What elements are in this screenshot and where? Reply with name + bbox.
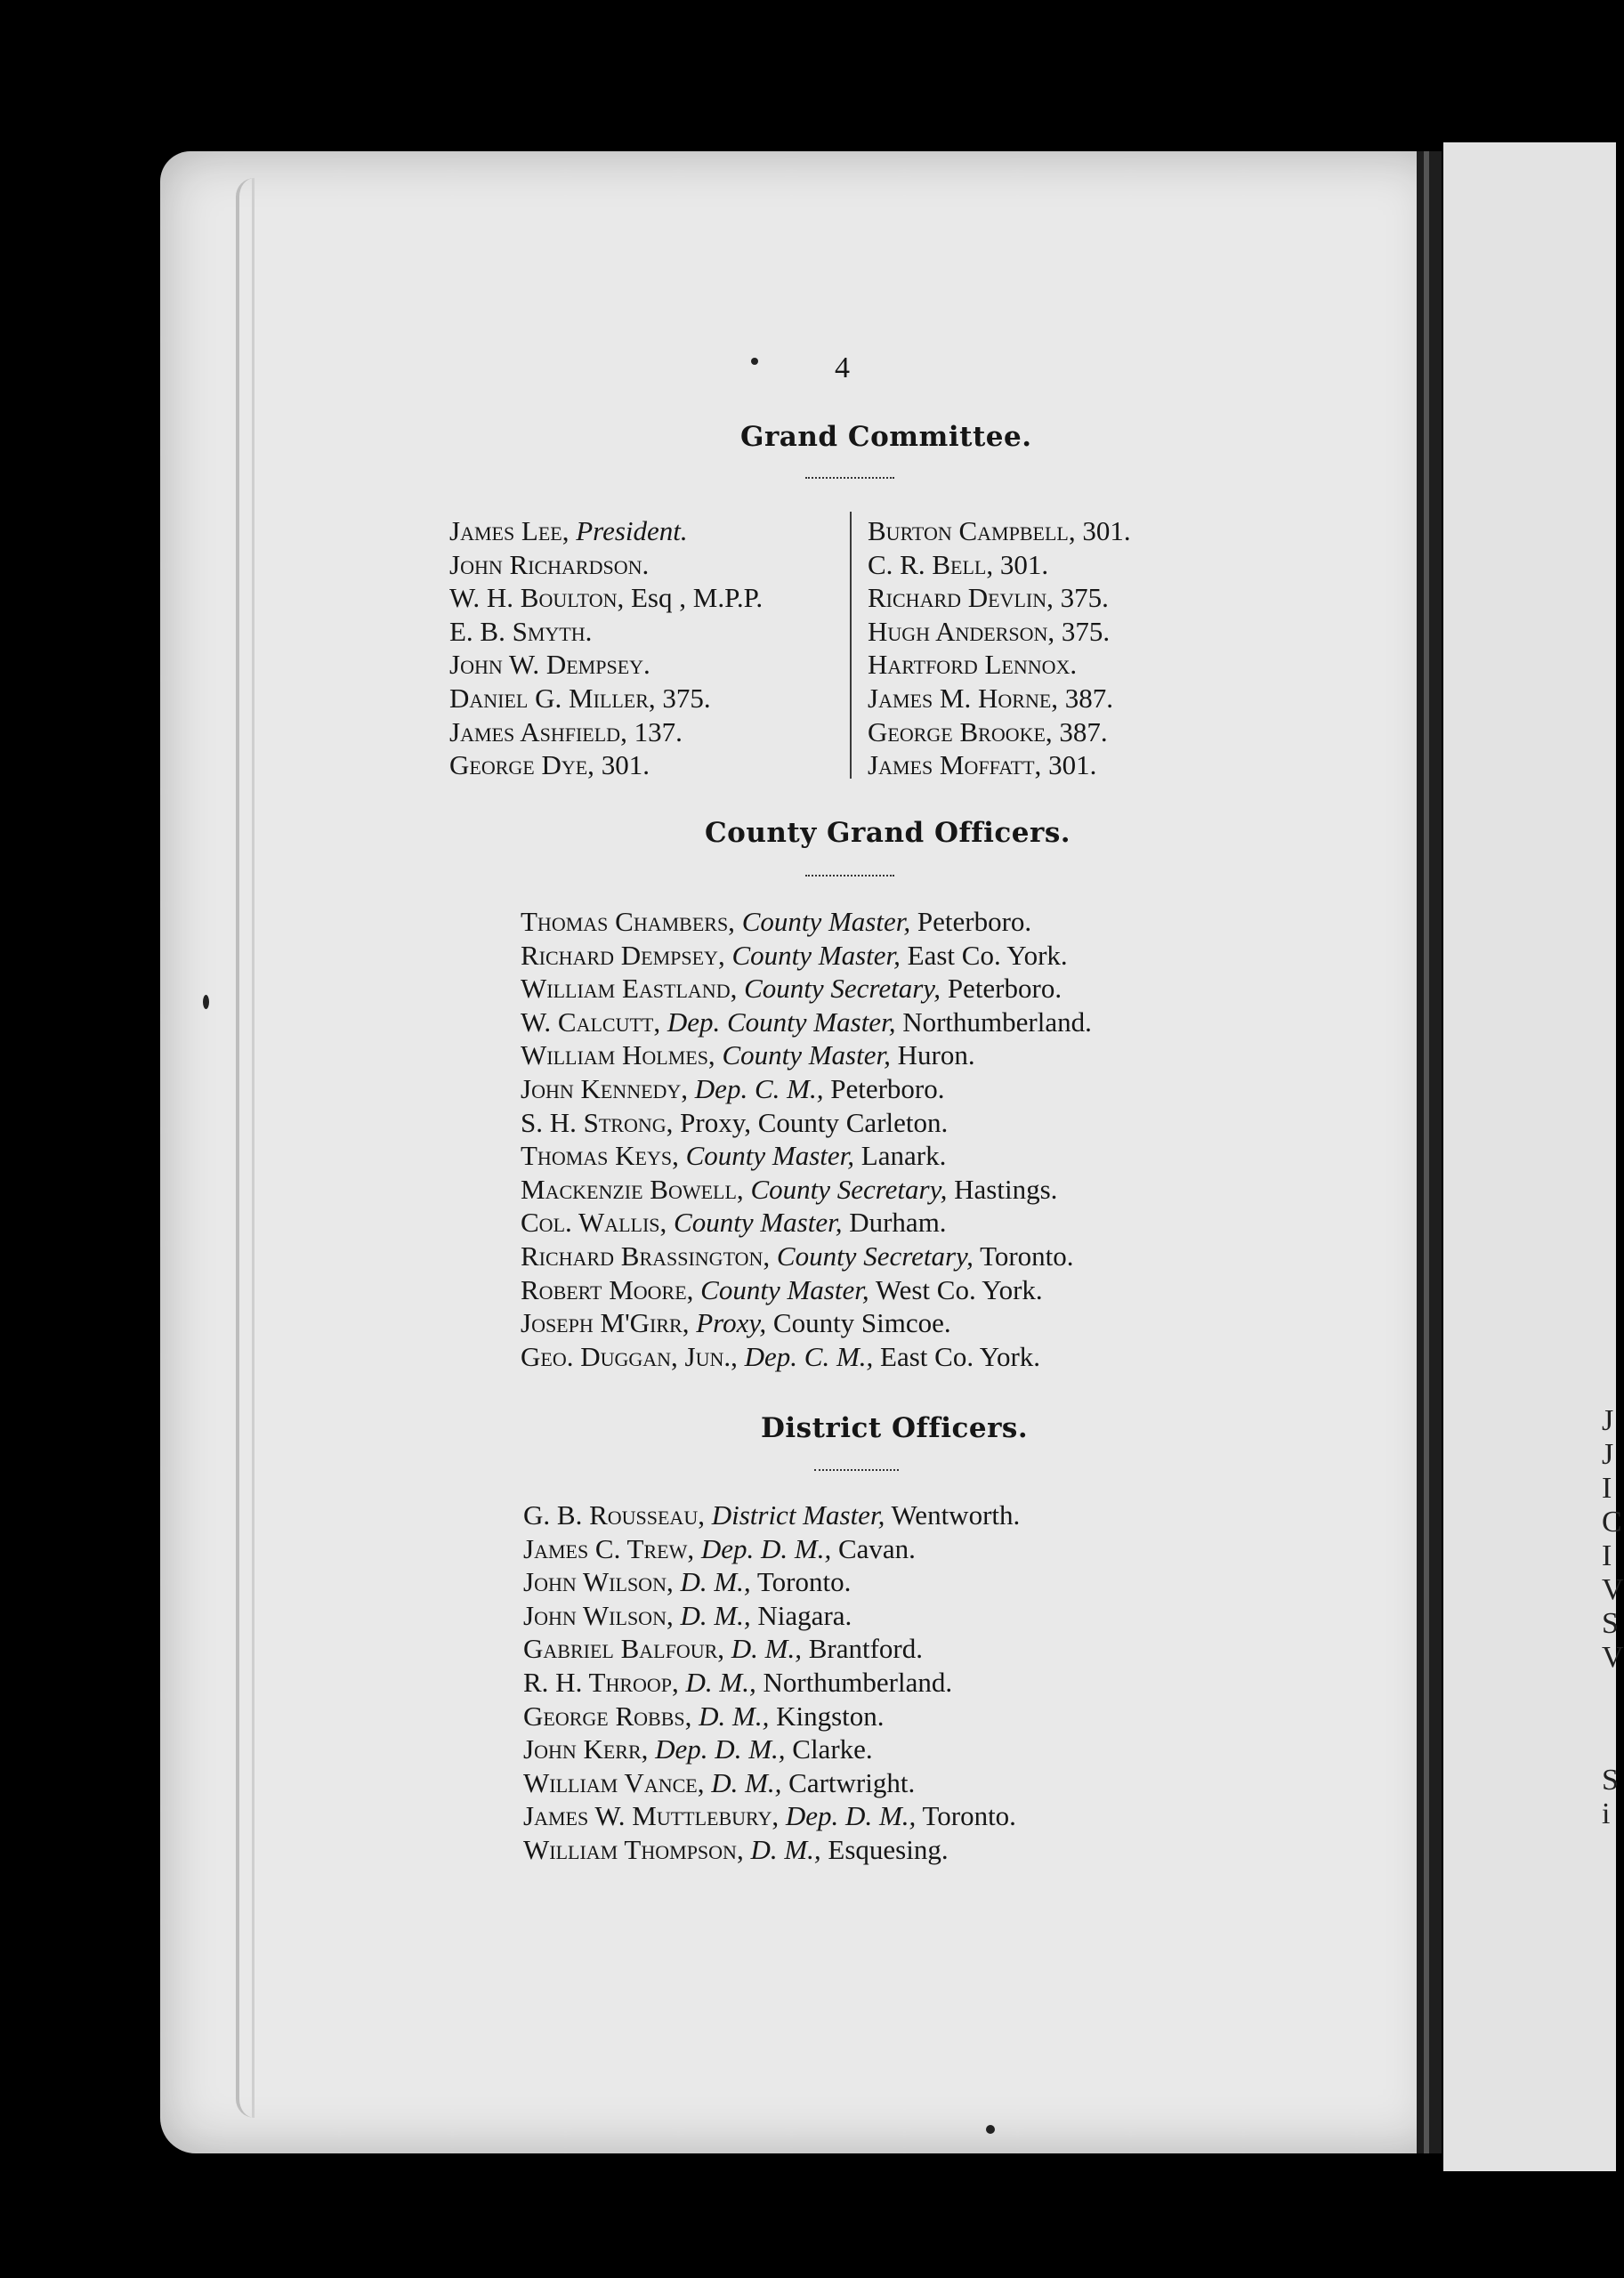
entry-text: County Secretary, bbox=[750, 1173, 948, 1205]
entry-text: Peterboro. bbox=[947, 973, 1062, 1005]
entry-text: John Kerr, bbox=[523, 1733, 649, 1765]
entry-text: Cartwright. bbox=[788, 1766, 916, 1798]
officer-entry bbox=[521, 1139, 1092, 1173]
entry-text: Mackenzie Bowell, bbox=[521, 1173, 744, 1205]
officer-entry bbox=[523, 1833, 1020, 1867]
entry-text: Clarke. bbox=[792, 1733, 873, 1765]
entry-text: John W. Dempsey. bbox=[449, 649, 650, 681]
entry-text: 301. bbox=[601, 749, 650, 781]
committee-member bbox=[449, 748, 763, 782]
entry-text: John Wilson, bbox=[523, 1566, 674, 1598]
entry-text: Daniel G. Miller, bbox=[449, 682, 656, 714]
entry-text: James Ashfield, bbox=[449, 715, 627, 747]
facing-page-letter: S bbox=[1602, 1764, 1619, 1797]
officer-entry bbox=[523, 1666, 1020, 1700]
entry-text: C. R. Bell, bbox=[868, 548, 994, 580]
entry-text: Northumberland. bbox=[763, 1666, 953, 1698]
entry-text: Niagara. bbox=[757, 1599, 852, 1631]
entry-text: D. M., bbox=[699, 1700, 770, 1732]
entry-text: 387. bbox=[1064, 682, 1114, 714]
entry-text: D. M., bbox=[750, 1833, 821, 1865]
officer-entry bbox=[523, 1532, 1020, 1566]
entry-text: William Holmes, bbox=[521, 1039, 715, 1071]
entry-text: William Vance, bbox=[523, 1766, 705, 1798]
entry-text: Robert Moore, bbox=[521, 1273, 694, 1305]
entry-text: 375. bbox=[662, 682, 711, 714]
grand-committee-left-column bbox=[449, 514, 763, 782]
entry-text: James C. Trew, bbox=[523, 1532, 695, 1564]
entry-text: James Lee, bbox=[449, 515, 570, 546]
entry-text: East Co. York. bbox=[907, 939, 1068, 971]
committee-member bbox=[449, 715, 763, 749]
entry-text: 375. bbox=[1061, 615, 1111, 647]
entry-text: County Master, bbox=[741, 906, 911, 937]
entry-text: W. Calcutt, bbox=[521, 1006, 661, 1038]
entry-text: Hartford Lennox. bbox=[868, 649, 1078, 681]
entry-text: Richard Dempsey, bbox=[521, 939, 725, 971]
entry-text: Kingston. bbox=[776, 1700, 885, 1732]
officer-entry bbox=[523, 1632, 1020, 1666]
entry-text: D. M., bbox=[680, 1599, 751, 1631]
entry-text: County Simcoe. bbox=[772, 1307, 951, 1339]
entry-text: Proxy, bbox=[680, 1106, 751, 1138]
entry-text: County Secretary, bbox=[776, 1240, 974, 1272]
entry-text: Dep. C. M., bbox=[694, 1072, 824, 1104]
entry-text: R. H. Throop, bbox=[523, 1666, 679, 1698]
entry-text: Toronto. bbox=[756, 1566, 852, 1598]
entry-text: 301. bbox=[999, 548, 1049, 580]
entry-text: Proxy, bbox=[696, 1307, 767, 1339]
entry-text: Esquesing. bbox=[828, 1833, 949, 1865]
heading-ornament bbox=[805, 869, 894, 876]
entry-text: E. B. Smyth. bbox=[449, 615, 593, 647]
officer-entry bbox=[521, 1173, 1092, 1207]
facing-page-letter: J bbox=[1602, 1404, 1614, 1437]
committee-member bbox=[449, 682, 763, 715]
entry-text: Gabriel Balfour, bbox=[523, 1633, 725, 1665]
officer-entry bbox=[521, 939, 1092, 973]
committee-member bbox=[868, 548, 1131, 582]
entry-text: W. H. Boulton, bbox=[449, 582, 625, 614]
officer-entry bbox=[523, 1733, 1020, 1766]
entry-text: Dep. D. M., bbox=[700, 1532, 832, 1564]
officer-entry bbox=[523, 1498, 1020, 1532]
committee-member bbox=[868, 615, 1131, 649]
committee-member bbox=[449, 581, 763, 615]
officer-entry bbox=[521, 1240, 1092, 1273]
committee-member bbox=[449, 648, 763, 682]
entry-text: Col. Wallis, bbox=[521, 1207, 667, 1239]
entry-text: D. M., bbox=[685, 1666, 756, 1698]
heading-ornament bbox=[814, 1464, 899, 1471]
county-officers-list bbox=[521, 905, 1092, 1373]
entry-text: County Master, bbox=[674, 1207, 843, 1239]
entry-text: President. bbox=[576, 515, 688, 546]
entry-text: Durham. bbox=[849, 1207, 947, 1239]
officer-entry bbox=[521, 1206, 1092, 1240]
officer-entry bbox=[521, 1006, 1092, 1039]
entry-text: James W. Muttlebury, bbox=[523, 1800, 780, 1832]
entry-text: Geo. Duggan, Jun., bbox=[521, 1340, 738, 1372]
officer-entry bbox=[521, 1340, 1092, 1374]
entry-text: John Richardson. bbox=[449, 548, 650, 580]
facing-page-letter: J bbox=[1602, 1438, 1614, 1471]
ink-speck bbox=[751, 358, 758, 365]
entry-text: East Co. York. bbox=[880, 1340, 1041, 1372]
entry-text: Thomas Chambers, bbox=[521, 906, 735, 937]
officer-entry bbox=[521, 972, 1092, 1006]
committee-member bbox=[868, 581, 1131, 615]
entry-text: Richard Devlin, bbox=[868, 582, 1054, 614]
entry-text: 387. bbox=[1059, 715, 1108, 747]
facing-page-letter: V bbox=[1602, 1573, 1624, 1606]
entry-text: 137. bbox=[634, 715, 683, 747]
ink-speck bbox=[986, 2125, 995, 2134]
facing-page-letter: i bbox=[1602, 1797, 1611, 1830]
entry-text: John Kennedy, bbox=[521, 1072, 689, 1104]
facing-page-letter: I bbox=[1602, 1539, 1612, 1572]
entry-text: County Master, bbox=[700, 1273, 869, 1305]
entry-text: S. H. Strong, bbox=[521, 1106, 674, 1138]
entry-text: Hastings. bbox=[954, 1173, 1058, 1205]
entry-text: Dep. County Master, bbox=[667, 1006, 896, 1038]
entry-text: Richard Brassington, bbox=[521, 1240, 771, 1272]
page-edge bbox=[236, 178, 255, 2118]
facing-page-letter: I bbox=[1602, 1472, 1612, 1505]
page-number: 4 bbox=[835, 351, 850, 384]
entry-text: Cavan. bbox=[837, 1532, 916, 1564]
facing-page bbox=[1443, 142, 1616, 2171]
committee-member bbox=[868, 748, 1131, 782]
column-divider bbox=[850, 512, 852, 779]
officer-entry bbox=[521, 1038, 1092, 1072]
officer-entry bbox=[523, 1700, 1020, 1733]
entry-text: County Master, bbox=[722, 1039, 891, 1071]
committee-member bbox=[868, 682, 1131, 715]
entry-text: District Master, bbox=[711, 1499, 885, 1531]
officer-entry bbox=[521, 1306, 1092, 1340]
entry-text: Toronto. bbox=[980, 1240, 1074, 1272]
entry-text: County Carleton. bbox=[757, 1106, 949, 1138]
entry-text: Dep. D. M., bbox=[785, 1800, 917, 1832]
officer-entry bbox=[523, 1799, 1020, 1833]
facing-page-letter: C bbox=[1602, 1506, 1622, 1539]
entry-text: West Co. York. bbox=[875, 1273, 1043, 1305]
entry-text: Thomas Keys, bbox=[521, 1140, 679, 1172]
entry-text: Northumberland. bbox=[902, 1006, 1092, 1038]
officer-entry bbox=[521, 1072, 1092, 1106]
officer-entry bbox=[523, 1599, 1020, 1633]
book-gutter bbox=[1417, 151, 1442, 2153]
entry-text: William Thompson, bbox=[523, 1833, 744, 1865]
entry-text: James M. Horne, bbox=[868, 682, 1059, 714]
county-officers-heading: County Grand Officers. bbox=[705, 817, 1071, 849]
entry-text: County Secretary, bbox=[744, 973, 941, 1005]
facing-page-letter: S bbox=[1602, 1607, 1619, 1640]
officer-entry bbox=[523, 1766, 1020, 1800]
entry-text: George Robbs, bbox=[523, 1700, 692, 1732]
committee-member bbox=[449, 615, 763, 649]
district-officers-list bbox=[523, 1498, 1020, 1867]
entry-text: George Dye, bbox=[449, 749, 594, 781]
entry-text: Toronto. bbox=[922, 1800, 1016, 1832]
officer-entry bbox=[523, 1565, 1020, 1599]
officer-entry bbox=[521, 1106, 1092, 1140]
officer-entry bbox=[521, 905, 1092, 939]
grand-committee-heading: Grand Committee. bbox=[740, 421, 1032, 453]
entry-text: County Master, bbox=[685, 1140, 855, 1172]
entry-text: Wentworth. bbox=[891, 1499, 1021, 1531]
entry-text: Huron. bbox=[897, 1039, 975, 1071]
entry-text: Lanark. bbox=[860, 1140, 947, 1172]
ink-speck bbox=[203, 995, 209, 1009]
entry-text: Peterboro. bbox=[917, 906, 1032, 937]
entry-text: G. B. Rousseau, bbox=[523, 1499, 705, 1531]
entry-text: Dep. D. M., bbox=[655, 1733, 786, 1765]
entry-text: Brantford. bbox=[808, 1633, 924, 1665]
entry-text: D. M., bbox=[680, 1566, 751, 1598]
entry-text: Joseph M'Girr, bbox=[521, 1307, 690, 1339]
committee-member bbox=[868, 514, 1131, 548]
entry-text: John Wilson, bbox=[523, 1599, 674, 1631]
committee-member bbox=[449, 548, 763, 582]
entry-text: 375. bbox=[1060, 582, 1109, 614]
gutter-line bbox=[1424, 151, 1429, 2153]
district-officers-heading: District Officers. bbox=[761, 1412, 1029, 1444]
entry-text: Dep. C. M., bbox=[744, 1340, 874, 1372]
entry-text: Esq , M.P.P. bbox=[631, 582, 764, 614]
entry-text: D. M., bbox=[731, 1633, 802, 1665]
entry-text: County Master, bbox=[731, 939, 901, 971]
entry-text: William Eastland, bbox=[521, 973, 738, 1005]
entry-text: D. M., bbox=[711, 1766, 782, 1798]
entry-text: Hugh Anderson, bbox=[868, 615, 1055, 647]
heading-ornament bbox=[805, 472, 894, 479]
entry-text: James Moffatt, bbox=[868, 749, 1042, 781]
entry-text: 301. bbox=[1082, 515, 1131, 546]
committee-member bbox=[868, 648, 1131, 682]
grand-committee-right-column bbox=[868, 514, 1131, 782]
entry-text: Burton Campbell, bbox=[868, 515, 1076, 546]
entry-text: 301. bbox=[1048, 749, 1097, 781]
committee-member bbox=[868, 715, 1131, 749]
facing-page-letter: V bbox=[1602, 1641, 1624, 1674]
officer-entry bbox=[521, 1273, 1092, 1307]
entry-text: George Brooke, bbox=[868, 715, 1053, 747]
committee-member bbox=[449, 514, 763, 548]
entry-text: Peterboro. bbox=[830, 1072, 945, 1104]
